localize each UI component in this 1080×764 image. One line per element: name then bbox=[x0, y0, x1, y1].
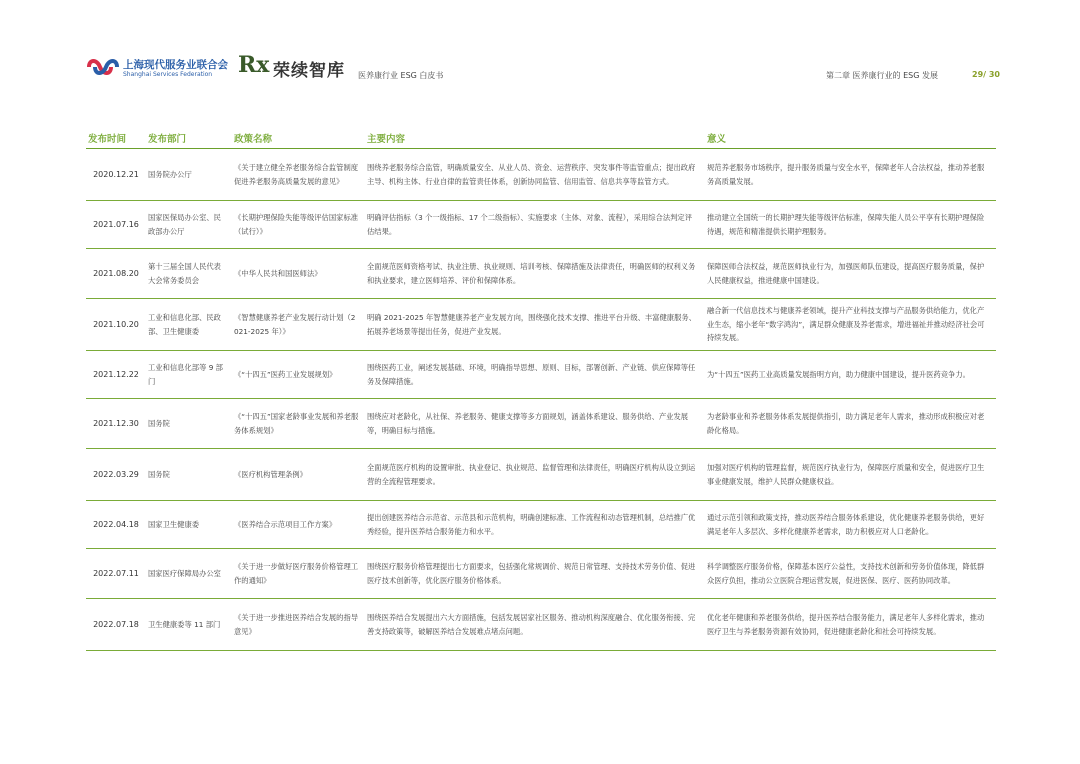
row-date: 2022.07.11 bbox=[86, 549, 146, 599]
row-content: 围绕养老服务综合监管，明确质量安全、从业人员、资金、运营秩序、突发事件等监管重点；提出政府主导、机构主体、行业自律的监管责任体系，创新协同监管、信用监管、信息共享等监管方式。 bbox=[365, 149, 705, 201]
row-policy: 《长期护理保险失能等级评估国家标准（试行）》 bbox=[232, 201, 365, 249]
ssf-name-cn: 上海现代服务业联合会 bbox=[123, 59, 228, 71]
row-date: 2021.12.30 bbox=[86, 399, 146, 449]
rongxu-logo bbox=[238, 52, 358, 82]
row-department: 卫生健康委等 11 部门 bbox=[146, 599, 232, 651]
row-content: 全面规范医疗机构的设置审批、执业登记、执业规范、监督管理和法律责任，明确医疗机构从设立到运营的全流程管理要求。 bbox=[365, 449, 705, 501]
row-date: 2020.12.21 bbox=[86, 149, 146, 201]
header-content: 主要内容 bbox=[365, 128, 705, 149]
row-significance: 加强对医疗机构的管理监督，规范医疗执业行为，保障医疗质量和安全，促进医疗卫生事业健康发展，维护人民群众健康权益。 bbox=[705, 449, 996, 501]
row-content: 提出创建医养结合示范省、示范县和示范机构，明确创建标准、工作流程和动态管理机制，总结推广优秀经验，提升医养结合服务能力和水平。 bbox=[365, 501, 705, 549]
table-header-row bbox=[86, 128, 996, 149]
chapter-title: 第二章 医养康行业的 ESG 发展 bbox=[826, 71, 938, 80]
row-content: 明确 2021-2025 年智慧健康养老产业发展方向，围绕强化技术支撑、推进平台升级、丰富健康服务、拓展养老场景等提出任务，促进产业发展。 bbox=[365, 299, 705, 351]
row-policy: 《关于建立健全养老服务综合监管制度促进养老服务高质量发展的意见》 bbox=[232, 149, 365, 201]
row-department: 国家卫生健康委 bbox=[146, 501, 232, 549]
row-department: 国务院 bbox=[146, 449, 232, 501]
row-date: 2022.03.29 bbox=[86, 449, 146, 501]
row-department: 工业和信息化部、民政部、卫生健康委 bbox=[146, 299, 232, 351]
row-significance: 为“十四五”医药工业高质量发展指明方向，助力健康中国建设，提升医药竞争力。 bbox=[705, 351, 996, 399]
table-row bbox=[86, 449, 996, 501]
row-content: 围绕医药工业，阐述发展基础、环境，明确指导思想、原则、目标，部署创新、产业链、供应保障等任务及保障措施。 bbox=[365, 351, 705, 399]
row-policy: 《关于进一步做好医疗服务价格管理工作的通知》 bbox=[232, 549, 365, 599]
row-policy: 《医疗机构管理条例》 bbox=[232, 449, 365, 501]
ssf-name-en: Shanghai Services Federation bbox=[123, 71, 213, 78]
ssf-logo-icon bbox=[86, 54, 120, 80]
table-row bbox=[86, 149, 996, 201]
page-header bbox=[0, 0, 1080, 110]
row-date: 2021.10.20 bbox=[86, 299, 146, 351]
row-content: 围绕医养结合发展提出六大方面措施，包括发展居家社区服务、推动机构深度融合、优化服务衔接、完善支持政策等，破解医养结合发展难点堵点问题。 bbox=[365, 599, 705, 651]
row-policy: 《“十四五”国家老龄事业发展和养老服务体系规划》 bbox=[232, 399, 365, 449]
page-number: 29/ 30 bbox=[972, 70, 1000, 79]
row-significance: 科学调整医疗服务价格，保障基本医疗公益性，支持技术创新和劳务价值体现，降低群众医疗负担，推动公立医院合理运营发展，促进医保、医疗、医药协同改革。 bbox=[705, 549, 996, 599]
header-date: 发布时间 bbox=[86, 128, 146, 149]
row-significance: 为老龄事业和养老服务体系发展提供指引，助力满足老年人需求，推动形成积极应对老龄化格局。 bbox=[705, 399, 996, 449]
table-row bbox=[86, 599, 996, 651]
row-policy: 《智慧健康养老产业发展行动计划（2021-2025 年）》 bbox=[232, 299, 365, 351]
row-significance: 保障医师合法权益，规范医师执业行为，加强医师队伍建设，提高医疗服务质量，保护人民健康权益，推进健康中国建设。 bbox=[705, 249, 996, 299]
row-policy: 《“十四五”医药工业发展规划》 bbox=[232, 351, 365, 399]
row-department: 国务院 bbox=[146, 399, 232, 449]
row-date: 2021.07.16 bbox=[86, 201, 146, 249]
header-policy: 政策名称 bbox=[232, 128, 365, 149]
rongxu-name: 荣续智库 bbox=[273, 61, 345, 81]
document-title: 医养康行业 ESG 白皮书 bbox=[358, 71, 444, 80]
row-policy: 《医养结合示范项目工作方案》 bbox=[232, 501, 365, 549]
policy-table bbox=[86, 128, 996, 651]
row-significance: 推动建立全国统一的长期护理失能等级评估标准，保障失能人员公平享有长期护理保险待遇，规范和精准提供长期护理服务。 bbox=[705, 201, 996, 249]
table-row bbox=[86, 501, 996, 549]
table-row bbox=[86, 549, 996, 599]
row-department: 国家医疗保障局办公室 bbox=[146, 549, 232, 599]
row-date: 2021.08.20 bbox=[86, 249, 146, 299]
table-row bbox=[86, 351, 996, 399]
row-department: 国家医保局办公室、民政部办公厅 bbox=[146, 201, 232, 249]
row-significance: 优化老年健康和养老服务供给，提升医养结合服务能力，满足老年人多样化需求，推动医疗卫生与养老服务资源有效协同，促进健康老龄化和社会可持续发展。 bbox=[705, 599, 996, 651]
row-content: 全面规范医师资格考试、执业注册、执业规则、培训考核、保障措施及法律责任，明确医师的权利义务和执业要求，建立医师培养、评价和保障体系。 bbox=[365, 249, 705, 299]
table-row bbox=[86, 399, 996, 449]
row-department: 工业和信息化部等 9 部门 bbox=[146, 351, 232, 399]
rx-mark: Rx bbox=[238, 52, 270, 78]
row-content: 围绕医疗服务价格管理提出七方面要求，包括强化常规调价、规范日常管理、支持技术劳务价值、促进医疗技术创新等，优化医疗服务价格体系。 bbox=[365, 549, 705, 599]
row-significance: 通过示范引领和政策支持，推动医养结合服务体系建设，优化健康养老服务供给，更好满足老年人多层次、多样化健康养老需求，助力积极应对人口老龄化。 bbox=[705, 501, 996, 549]
ssf-logo bbox=[86, 54, 236, 84]
row-date: 2022.07.18 bbox=[86, 599, 146, 651]
header-department: 发布部门 bbox=[146, 128, 232, 149]
row-department: 第十三届全国人民代表大会常务委员会 bbox=[146, 249, 232, 299]
row-department: 国务院办公厅 bbox=[146, 149, 232, 201]
table-row bbox=[86, 201, 996, 249]
row-content: 明确评估指标（3 个一级指标、17 个二级指标）、实施要求（主体、对象、流程），采用综合法判定评估结果。 bbox=[365, 201, 705, 249]
row-policy: 《中华人民共和国医师法》 bbox=[232, 249, 365, 299]
row-policy: 《关于进一步推进医养结合发展的指导意见》 bbox=[232, 599, 365, 651]
row-date: 2022.04.18 bbox=[86, 501, 146, 549]
row-significance: 规范养老服务市场秩序，提升服务质量与安全水平，保障老年人合法权益，推动养老服务高质量发展。 bbox=[705, 149, 996, 201]
table-row bbox=[86, 299, 996, 351]
header-significance: 意义 bbox=[705, 128, 996, 149]
table-row bbox=[86, 249, 996, 299]
row-date: 2021.12.22 bbox=[86, 351, 146, 399]
row-significance: 融合新一代信息技术与健康养老领域，提升产业科技支撑与产品服务供给能力，优化产业生态，缩小老年“数字鸿沟”，满足群众健康及养老需求，增进福祉并推动经济社会可持续发展。 bbox=[705, 299, 996, 351]
row-content: 围绕应对老龄化，从社保、养老服务、健康支撑等多方面规划，涵盖体系建设、服务供给、产业发展等，明确目标与措施。 bbox=[365, 399, 705, 449]
